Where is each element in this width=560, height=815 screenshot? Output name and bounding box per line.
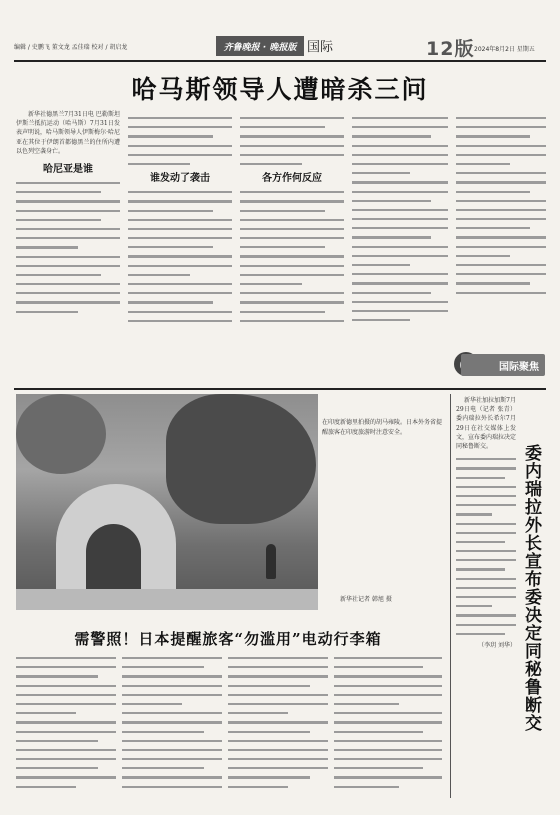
luggage-column-1 [16, 650, 116, 800]
section-name: 国际 [307, 40, 334, 55]
masthead [14, 32, 546, 62]
article-column-4 [352, 110, 448, 384]
subhead-reactions: 各方作何反应 [262, 173, 322, 185]
sidebar-credit: （李玥 刘华） [478, 641, 516, 649]
section-divider [14, 388, 546, 390]
luggage-column-4 [334, 650, 442, 800]
photo-caption: 在印度新德里拍摄的胡马雍陵。日本外务省提醒旅客在印度旅游时注意安全。 [322, 419, 443, 436]
subhead-who-attacked: 谁发动了袭击 [150, 173, 210, 185]
luggage-column-3 [228, 650, 328, 800]
column-separator [450, 394, 451, 798]
article-column-5 [456, 110, 546, 346]
article-photo [16, 394, 318, 610]
lead-paragraph: 新华社德黑兰7月31日电 巴勒斯坦伊斯兰抵抗运动（哈马斯）7月31日发表声明说，哈马斯领导人伊斯梅尔·哈尼亚在其位于伊朗首都德黑兰的住所内遭以色列空袭身亡。 [16, 111, 120, 155]
venezuela-headline: 委内瑞拉外长宣布委决定同秘鲁断交 [521, 444, 541, 732]
article-column-1 [16, 110, 120, 384]
luggage-column-2 [122, 650, 222, 800]
page-number: 12版 [426, 38, 475, 60]
subhead-who: 哈尼亚是谁 [43, 164, 93, 176]
photo-credit: 新华社记者 韩旭 摄 [340, 596, 392, 603]
article-column-2 [128, 110, 232, 384]
editor-credits: 编辑 / 史鹏飞 董文龙 孟佳瑞 校对 / 胡启龙 [14, 44, 128, 51]
main-headline: 哈马斯领导人遭暗杀三问 [131, 75, 429, 104]
article-column-3 [240, 110, 344, 384]
international-focus-label: 国际聚焦 [461, 354, 545, 376]
issue-date: 2024年8月2日 星期五 [474, 46, 535, 53]
luggage-headline: 需警照！日本提醒旅客“勿滥用”电动行李箱 [74, 630, 382, 648]
sidebar-intro: 新华社加拉加斯7月29日电（记者 张青）委内瑞拉外长希尔7月29日在社交媒体上发文，宣布委内瑞拉决定同秘鲁断交。 [456, 397, 516, 451]
sidebar-article [456, 396, 516, 800]
newspaper-logo: 齐鲁晚报 · 晚报版 [216, 36, 304, 56]
masthead-rule [14, 60, 546, 62]
